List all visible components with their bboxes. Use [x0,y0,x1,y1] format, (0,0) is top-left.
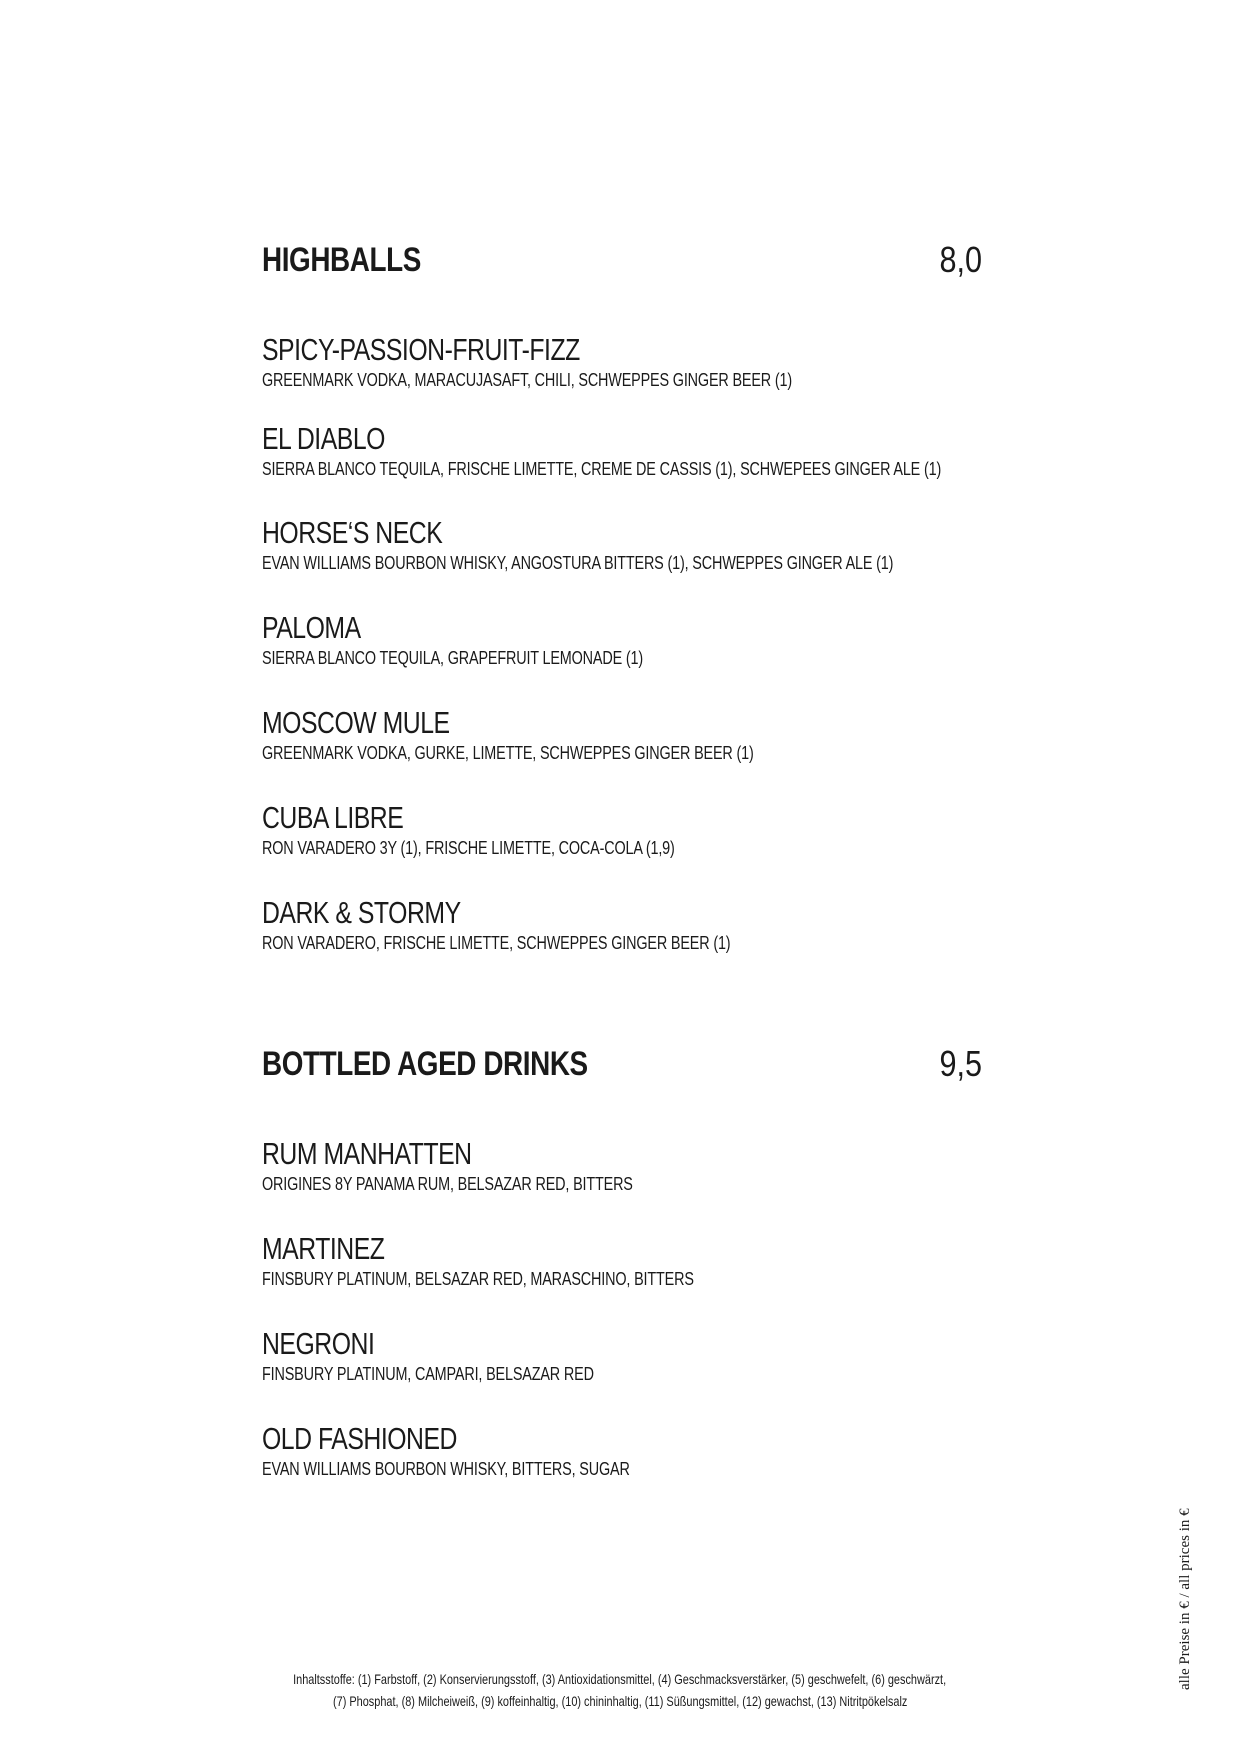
item-description: GREENMARK VODKA, MARACUJASAFT, CHILI, SCHWEPPES GINGER BEER (1) [262,370,793,390]
item-name: PALOMA [262,610,361,645]
item-description: GREENMARK VODKA, GURKE, LIMETTE, SCHWEPPES GINGER BEER (1) [262,743,754,763]
section-highballs [262,239,982,953]
item-description: SIERRA BLANCO TEQUILA, FRISCHE LIMETTE, CREME DE CASSIS (1), SCHWEPEES GINGER ALE (1) [262,459,942,479]
section-header [262,1044,982,1104]
section-title: BOTTLED AGED DRINKS [262,1045,588,1083]
menu-item [262,705,877,775]
item-description: ORIGINES 8Y PANAMA RUM, BELSAZAR RED, BITTERS [262,1174,633,1194]
footnote-line-1: Inhaltsstoffe: (1) Farbstoff, (2) Konservierungsstoff, (3) Antioxidationsmittel, (4) Geschmacksverstärker, (5) geschwefelt, (6) geschwärzt, [293,1671,947,1687]
section-price: 8,0 [939,239,982,280]
item-name: MARTINEZ [262,1231,385,1266]
item-name: RUM MANHATTEN [262,1136,472,1171]
menu-item [262,800,778,870]
item-description: SIERRA BLANCO TEQUILA, GRAPEFRUIT LEMONADE (1) [262,648,643,668]
item-description: RON VARADERO 3Y (1), FRISCHE LIMETTE, COCA-COLA (1,9) [262,838,675,858]
item-name: MOSCOW MULE [262,705,450,740]
menu-item [262,332,925,402]
menu-item [262,895,848,965]
section-title: HIGHBALLS [262,241,421,279]
item-name: HORSE‘S NECK [262,515,443,550]
item-description: FINSBURY PLATINUM, BELSAZAR RED, MARASCHINO, BITTERS [262,1269,694,1289]
item-description: FINSBURY PLATINUM, CAMPARI, BELSAZAR RED [262,1364,594,1384]
item-name: OLD FASHIONED [262,1421,457,1456]
footnote-line-2: (7) Phosphat, (8) Milcheiweiß, (9) koffeinhaltig, (10) chininhaltig, (11) Süßungsmittel, (12) gewachst, (13) Nitritpökelsalz [332,1693,908,1709]
allergen-footnote [0,1668,1240,1712]
item-description: RON VARADERO, FRISCHE LIMETTE, SCHWEPPES GINGER BEER (1) [262,933,731,953]
menu-item [262,1421,722,1491]
item-name: EL DIABLO [262,421,385,456]
item-name: DARK & STORMY [262,895,461,930]
menu-item [262,1231,802,1301]
price-currency-note: alle Preise in € / all prices in € [1177,1508,1193,1690]
item-name: SPICY-PASSION-FRUIT-FIZZ [262,332,580,367]
menu-item [262,515,1051,585]
section-bottled-aged-drinks [262,1043,982,1479]
menu-item [262,610,738,680]
section-price: 9,5 [939,1043,982,1084]
item-description: EVAN WILLIAMS BOURBON WHISKY, BITTERS, SUGAR [262,1459,630,1479]
menu-item [262,1326,677,1396]
item-name: CUBA LIBRE [262,800,404,835]
section-header [262,240,982,300]
item-description: EVAN WILLIAMS BOURBON WHISKY, ANGOSTURA BITTERS (1), SCHWEPPES GINGER ALE (1) [262,553,894,573]
menu-item [262,1136,725,1206]
menu-item [262,421,1111,491]
item-name: NEGRONI [262,1326,375,1361]
